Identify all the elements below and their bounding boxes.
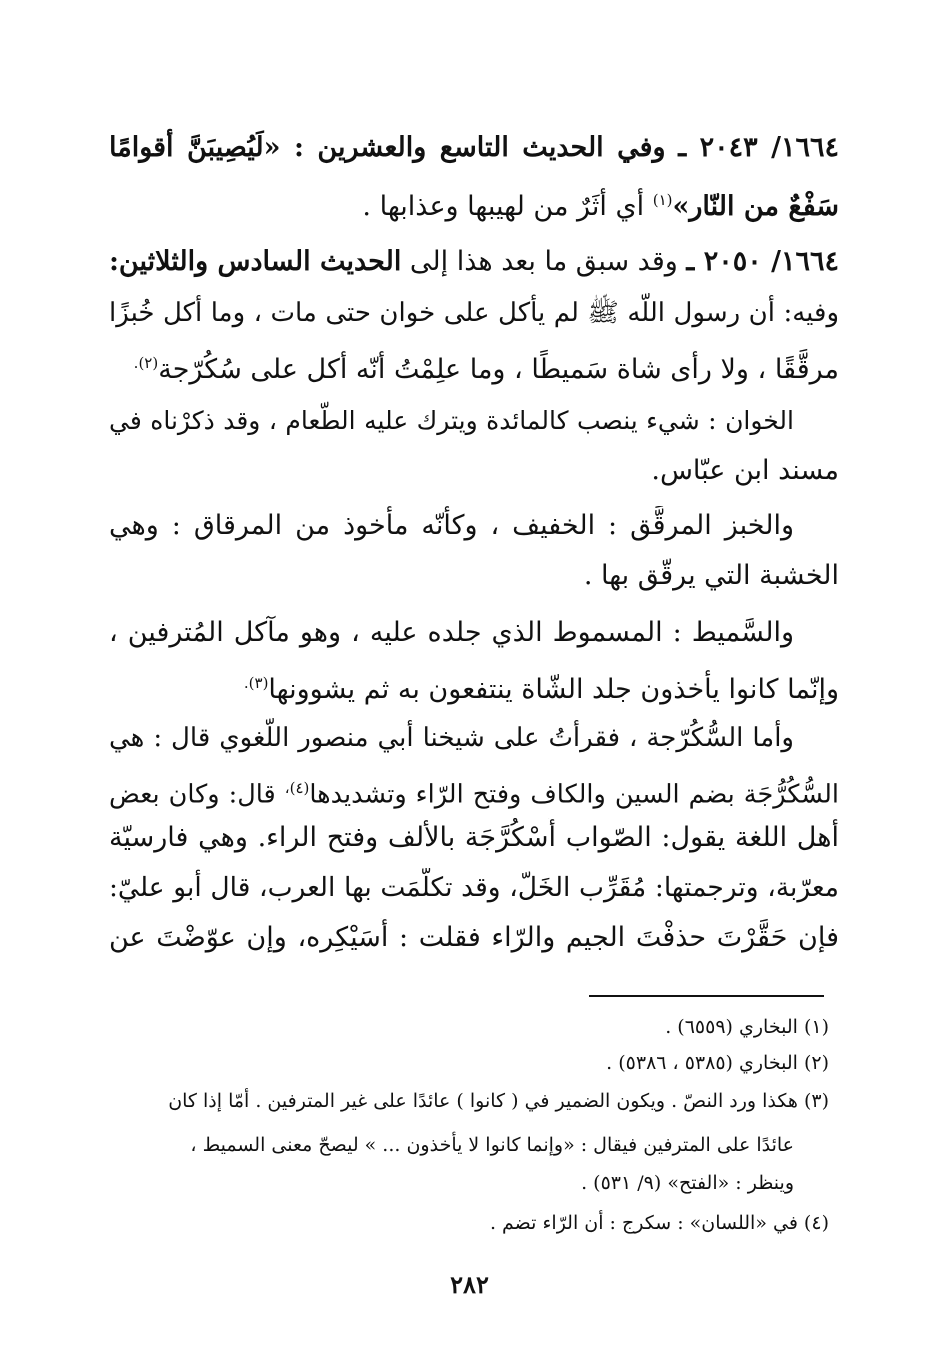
- entry2-line2: وفيه: أن رسول اللّه ﷺ لم يأكل على خوان حتى مات ، وما أكل خُبزًا: [109, 298, 839, 328]
- para-sukurruja-line3: أهل اللغة يقول: الصّواب أُسْكُرَّجَة بالألف وفتح الراء. وهي فارسيّة: [109, 822, 839, 853]
- para-sukurruja-line2-rest: قال: وكان بعض: [109, 779, 276, 810]
- footnote-3-line3: وينظر : «الفتح» (٩/ ٥٣١) .: [581, 1172, 794, 1194]
- footnote-3-line1: (٣) هكذا ورد النصّ . ويكون الضمير في ( كانوا ) عائدًا على غير المترفين . أمّا إذا كان: [168, 1090, 829, 1112]
- entry2-heading: الحديث السادس والثلاثين:: [109, 246, 402, 277]
- entry1-line2: [109, 180, 839, 227]
- entry2-line3-text: مرقَّقًا ، ولا رأى شاة سَميطًا ، وما علِمْتُ أنّه أكل على سُكُرّجة: [158, 354, 839, 385]
- para-sukurruja-line2-text: السُّكُرُّجَة بضم السين والكاف وفتح الرّاء وتشديدها: [309, 779, 839, 810]
- para-sukurruja-line2: [109, 768, 839, 815]
- entry2-line1: [109, 242, 839, 282]
- footnote-mark-2: (٢).: [133, 354, 159, 372]
- para-samit-line2-text: وإنّما كانوا يأخذون جلد الشّاة ينتفعون به ثم يشوونها: [268, 674, 839, 705]
- footnote-mark-3: (٣).: [243, 674, 269, 692]
- para-sukurruja-line1: وأما السُّكُرّجة ، فقرأتُ على شيخنا أبي منصور اللُّغوي قال : هي: [109, 723, 794, 753]
- entry2-line3: [109, 343, 839, 390]
- footnote-mark-1: (١): [652, 191, 673, 209]
- footnote-mark-4: (٤)،: [284, 779, 310, 797]
- para-khubz-line2: الخشبة التي يرقّق بها .: [583, 560, 839, 591]
- entry2-mid: وقد سبق ما بعد هذا إلى: [409, 246, 678, 277]
- footnote-4: (٤) في «اللسان» : سكرج : أن الرّاء تضم .: [489, 1212, 829, 1234]
- footnote-1: (١) البخاري (٦٥٥٩) .: [665, 1016, 829, 1038]
- footnote-2: (٢) البخاري (٥٣٨٥ ، ٥٣٨٦) .: [606, 1052, 829, 1074]
- para-samit-line1: والسَّميط : المسموط الذي جلده عليه ، وهو مآكل المُترفين ،: [109, 617, 794, 648]
- entry1-number: ١٦٦٤/ ٢٠٤٣ ـ: [678, 132, 839, 163]
- para-khubz-line1: والخبز المرقَّق : الخفيف ، وكأنّه مأخوذ من المرقاق : وهي: [109, 510, 794, 541]
- page-number: ٢٨٢: [450, 1270, 489, 1299]
- entry1-explanation: أي أثَرٌ من لهيبها وعذابها .: [362, 191, 645, 222]
- entry1-line1: [109, 128, 839, 168]
- para-khiwan-line1: الخوان : شيء ينصب كالمائدة ويترك عليه الطّعام ، وقد ذكرْناه في: [109, 406, 794, 435]
- para-sukurruja-line4: معرّبة، وترجمتها: مُقَرِّب الخَلّ، وقد تكلّمَت بها العرب، قال أبو عليّ:: [109, 872, 839, 903]
- entry1-quote: سَفْعٌ من النّار»: [672, 191, 839, 222]
- entry2-number: ١٦٦٤َ/ ٢٠٥٠ ـ: [686, 246, 839, 277]
- footnote-separator: [589, 995, 824, 997]
- para-samit-line2: [109, 663, 839, 710]
- para-sukurruja-line5: فإن حَقَّرْتَ حذفْتَ الجيم والرّاء فقلت : أُسَيْكِره، وإن عوّضْتَ عن: [109, 922, 839, 953]
- para-khiwan-line2: مسند ابن عبّاس.: [651, 455, 839, 486]
- entry1-heading: وفي الحديث التاسع والعشرين : «لَيُصِيبَنَّ أقوامًا: [109, 132, 666, 163]
- footnote-3-line2: عائدًا على المترفين فيقال : «وإنما كانوا لا يأخذون ... » ليصحّ معنى السميط ،: [190, 1134, 794, 1156]
